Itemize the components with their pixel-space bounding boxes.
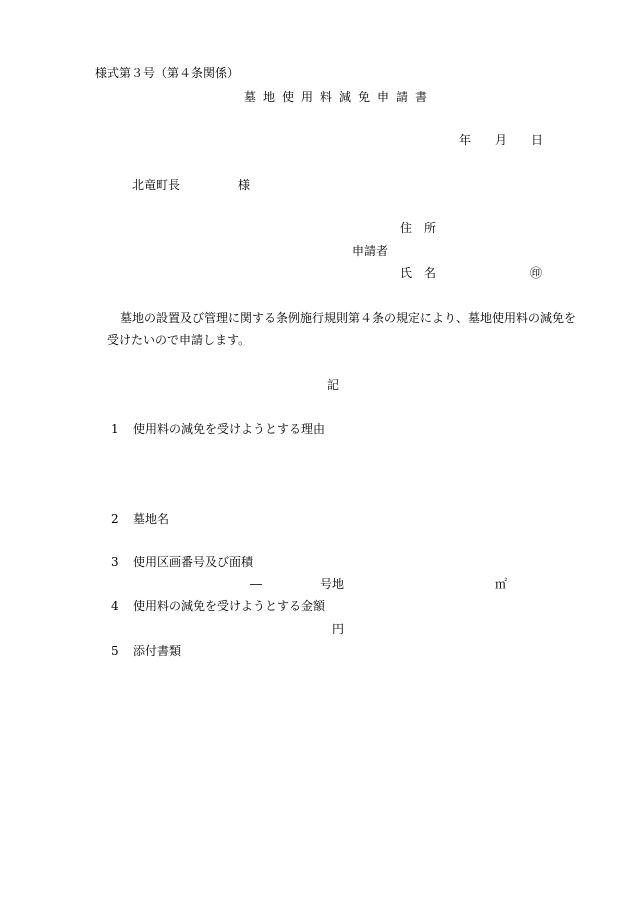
address-label-char: 所 bbox=[424, 221, 437, 235]
plot-suffix: 号地 bbox=[320, 577, 345, 591]
item-number: 5 bbox=[111, 644, 119, 658]
name-label-char: 名 bbox=[424, 266, 437, 280]
item-label: 使用料の減免を受けようとする理由 bbox=[133, 422, 326, 436]
item-number: 1 bbox=[111, 422, 119, 436]
item-number: 3 bbox=[111, 555, 119, 569]
addressee-honorific: 様 bbox=[238, 178, 251, 192]
title-char: 免 bbox=[358, 90, 371, 104]
name-label-char: 氏 bbox=[400, 266, 413, 280]
title-char: 使 bbox=[282, 90, 295, 104]
title-char: 書 bbox=[415, 90, 428, 104]
title-char: 用 bbox=[301, 90, 314, 104]
body-text-line: 受けたいので申請します。 bbox=[107, 333, 251, 347]
body-text-line: 墓地の設置及び管理に関する条例施行規則第４条の規定により、墓地使用料の減免を bbox=[120, 311, 577, 325]
item-number: 4 bbox=[111, 599, 119, 613]
title-char: 減 bbox=[339, 90, 352, 104]
applicant-role-label: 申請者 bbox=[352, 244, 389, 258]
item-number: 2 bbox=[111, 512, 119, 526]
addressee-name: 北竜町長 bbox=[132, 178, 181, 192]
title-char: 墓 bbox=[244, 90, 257, 104]
item-label: 添付書類 bbox=[133, 644, 182, 658]
item-label: 墓地名 bbox=[133, 512, 170, 526]
title-char: 請 bbox=[396, 90, 409, 104]
seal-mark: ㊞ bbox=[530, 266, 543, 280]
title-char: 地 bbox=[263, 90, 276, 104]
form-number: 様式第３号（第４条関係） bbox=[95, 66, 240, 80]
title-char: 料 bbox=[320, 90, 333, 104]
date-month-label: 月 bbox=[495, 133, 508, 147]
date-year-label: 年 bbox=[459, 133, 472, 147]
area-unit: ㎡ bbox=[495, 577, 508, 591]
plot-dash: ― bbox=[250, 577, 262, 591]
amount-unit: 円 bbox=[332, 622, 345, 636]
record-heading: 記 bbox=[327, 378, 340, 392]
address-label-char: 住 bbox=[400, 221, 413, 235]
title-char: 申 bbox=[377, 90, 390, 104]
item-label: 使用区画番号及び面積 bbox=[133, 555, 254, 569]
date-day-label: 日 bbox=[531, 133, 544, 147]
item-label: 使用料の減免を受けようとする金額 bbox=[133, 599, 326, 613]
